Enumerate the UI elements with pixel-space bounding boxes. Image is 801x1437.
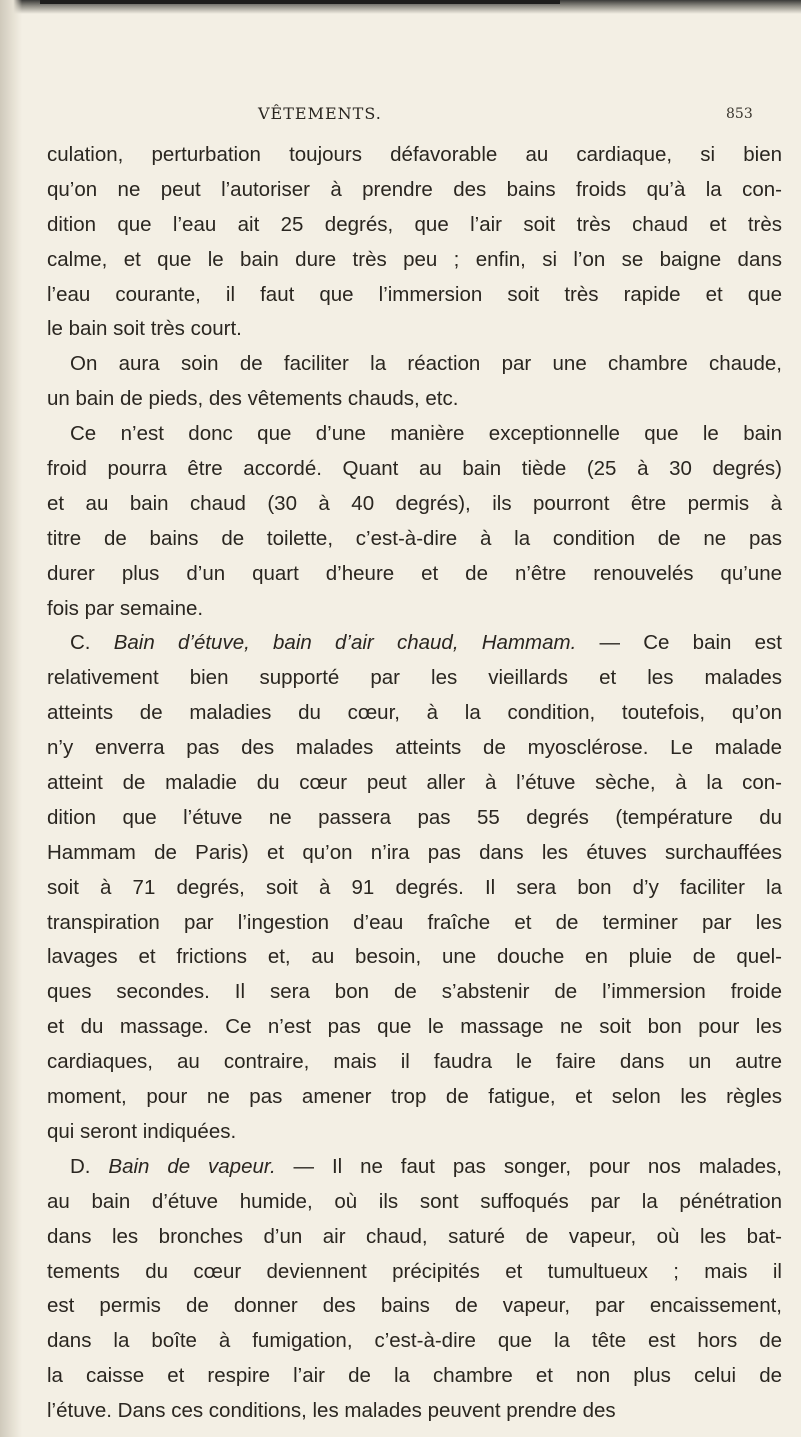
- running-title: VÊTEMENTS.: [258, 104, 382, 123]
- text-run: la caisse et respire l’air de la chambre et non plus celui de: [47, 1364, 782, 1388]
- text-line: [47, 452, 782, 487]
- text-run: est permis de donner des bains de vapeur, par encaissement,: [47, 1294, 782, 1318]
- text-run: transpiration par l’ingestion d’eau fraîche et de terminer par les: [47, 910, 782, 934]
- text-run: et du massage. Ce n’est pas que le massage ne soit bon pour les: [47, 1015, 782, 1039]
- text-run: n’y enverra pas des malades atteints de myosclérose. Le malade: [47, 736, 782, 760]
- text-line: [47, 1010, 782, 1045]
- text-run: dition que l’eau ait 25 degrés, que l’air soit très chaud et très: [47, 212, 782, 236]
- text-run: Ce n’est donc que d’une manière exceptionnelle que le bain: [70, 422, 782, 446]
- text-run: D.: [70, 1154, 109, 1178]
- text-line: [47, 382, 782, 417]
- text-run: dans les bronches d’un air chaud, saturé de vapeur, où les bat-: [47, 1224, 782, 1248]
- text-line: [47, 417, 782, 452]
- text-run: le bain soit très court.: [47, 317, 242, 341]
- text-line: [47, 836, 782, 871]
- text-run: cardiaques, au contraire, mais il faudra le faire dans un autre: [47, 1050, 782, 1074]
- text-run: l’étuve. Dans ces conditions, les malades peuvent prendre des: [47, 1399, 616, 1423]
- text-line: [47, 1080, 782, 1115]
- page-top-edge: [40, 0, 560, 4]
- text-run: culation, perturbation toujours défavorable au cardiaque, si bien: [47, 143, 782, 166]
- text-line: [47, 975, 782, 1010]
- text-line: [47, 278, 782, 313]
- page-number: 853: [726, 106, 753, 122]
- text-line: [47, 1150, 782, 1185]
- text-run: C.: [70, 631, 114, 655]
- text-run: froid pourra être accordé. Quant au bain tiède (25 à 30 degrés): [47, 457, 782, 481]
- text-run: tements du cœur deviennent précipités et tumultueux ; mais il: [47, 1259, 782, 1283]
- italic-heading: Bain d’étuve, bain d’air chaud, Hammam.: [113, 631, 577, 655]
- text-line: [47, 347, 782, 382]
- text-run: qui seront indiquées.: [47, 1119, 237, 1143]
- text-line: [47, 1115, 782, 1150]
- text-line: [47, 592, 782, 627]
- text-line: [47, 766, 782, 801]
- text-line: [47, 312, 782, 347]
- text-run: atteint de maladie du cœur peut aller à l’étuve sèche, à la con-: [47, 771, 782, 795]
- text-run: fois par semaine.: [47, 596, 204, 620]
- text-run: et au bain chaud (30 à 40 degrés), ils pourront être permis à: [47, 491, 782, 515]
- text-line: [47, 557, 782, 592]
- text-line: [47, 906, 782, 941]
- text-line: [47, 1359, 782, 1394]
- body-text: [47, 138, 782, 1429]
- text-run: ques secondes. Il sera bon de s’abstenir de l’immersion froide: [47, 980, 782, 1004]
- text-run: Hammam de Paris) et qu’on n’ira pas dans les étuves surchauffées: [47, 840, 782, 864]
- text-line: [47, 661, 782, 696]
- text-run: relativement bien supporté par les vieillards et les malades: [47, 666, 782, 690]
- text-run: dans la boîte à fumigation, c’est-à-dire que la tête est hors de: [47, 1329, 782, 1353]
- text-run: calme, et que le bain dure très peu ; enfin, si l’on se baigne dans: [47, 247, 782, 271]
- text-run: — Il ne faut pas songer, pour nos malades,: [275, 1154, 783, 1178]
- text-line: [47, 1394, 782, 1429]
- text-line: [47, 1220, 782, 1255]
- italic-heading: Bain de vapeur.: [108, 1154, 276, 1178]
- text-run: lavages et frictions et, au besoin, une douche en pluie de quel-: [47, 945, 782, 969]
- text-line: [47, 138, 782, 173]
- text-run: atteints de maladies du cœur, à la condition, toutefois, qu’on: [47, 701, 782, 725]
- text-line: [47, 1289, 782, 1324]
- text-run: soit à 71 degrés, soit à 91 degrés. Il sera bon d’y faciliter la: [47, 875, 782, 899]
- text-run: qu’on ne peut l’autoriser à prendre des bains froids qu’à la con-: [47, 177, 782, 201]
- text-line: [47, 696, 782, 731]
- text-line: [47, 801, 782, 836]
- text-line: [47, 1045, 782, 1080]
- text-line: [47, 1255, 782, 1290]
- text-line: [47, 173, 782, 208]
- text-line: [47, 626, 782, 661]
- text-run: On aura soin de faciliter la réaction par une chambre chaude,: [70, 352, 782, 376]
- text-line: [47, 1324, 782, 1359]
- text-line: [47, 487, 782, 522]
- text-line: [47, 208, 782, 243]
- text-line: [47, 522, 782, 557]
- text-line: [47, 1185, 782, 1220]
- text-run: durer plus d’un quart d’heure et de n’être renouvelés qu’une: [47, 561, 782, 585]
- binding-edge-shadow: [0, 0, 22, 1437]
- text-run: titre de bains de toilette, c’est-à-dire à la condition de ne pas: [47, 526, 782, 550]
- text-run: dition que l’étuve ne passera pas 55 degrés (température du: [47, 805, 782, 829]
- text-line: [47, 731, 782, 766]
- text-run: moment, pour ne pas amener trop de fatigue, et selon les règles: [47, 1085, 782, 1109]
- text-line: [47, 871, 782, 906]
- text-run: au bain d’étuve humide, où ils sont suffoqués par la pénétration: [47, 1189, 782, 1213]
- text-run: — Ce bain est: [576, 631, 782, 655]
- text-line: [47, 940, 782, 975]
- page-header: [0, 104, 801, 128]
- text-line: [47, 243, 782, 278]
- text-run: l’eau courante, il faut que l’immersion soit très rapide et que: [47, 282, 782, 306]
- text-run: un bain de pieds, des vêtements chauds, etc.: [47, 387, 459, 411]
